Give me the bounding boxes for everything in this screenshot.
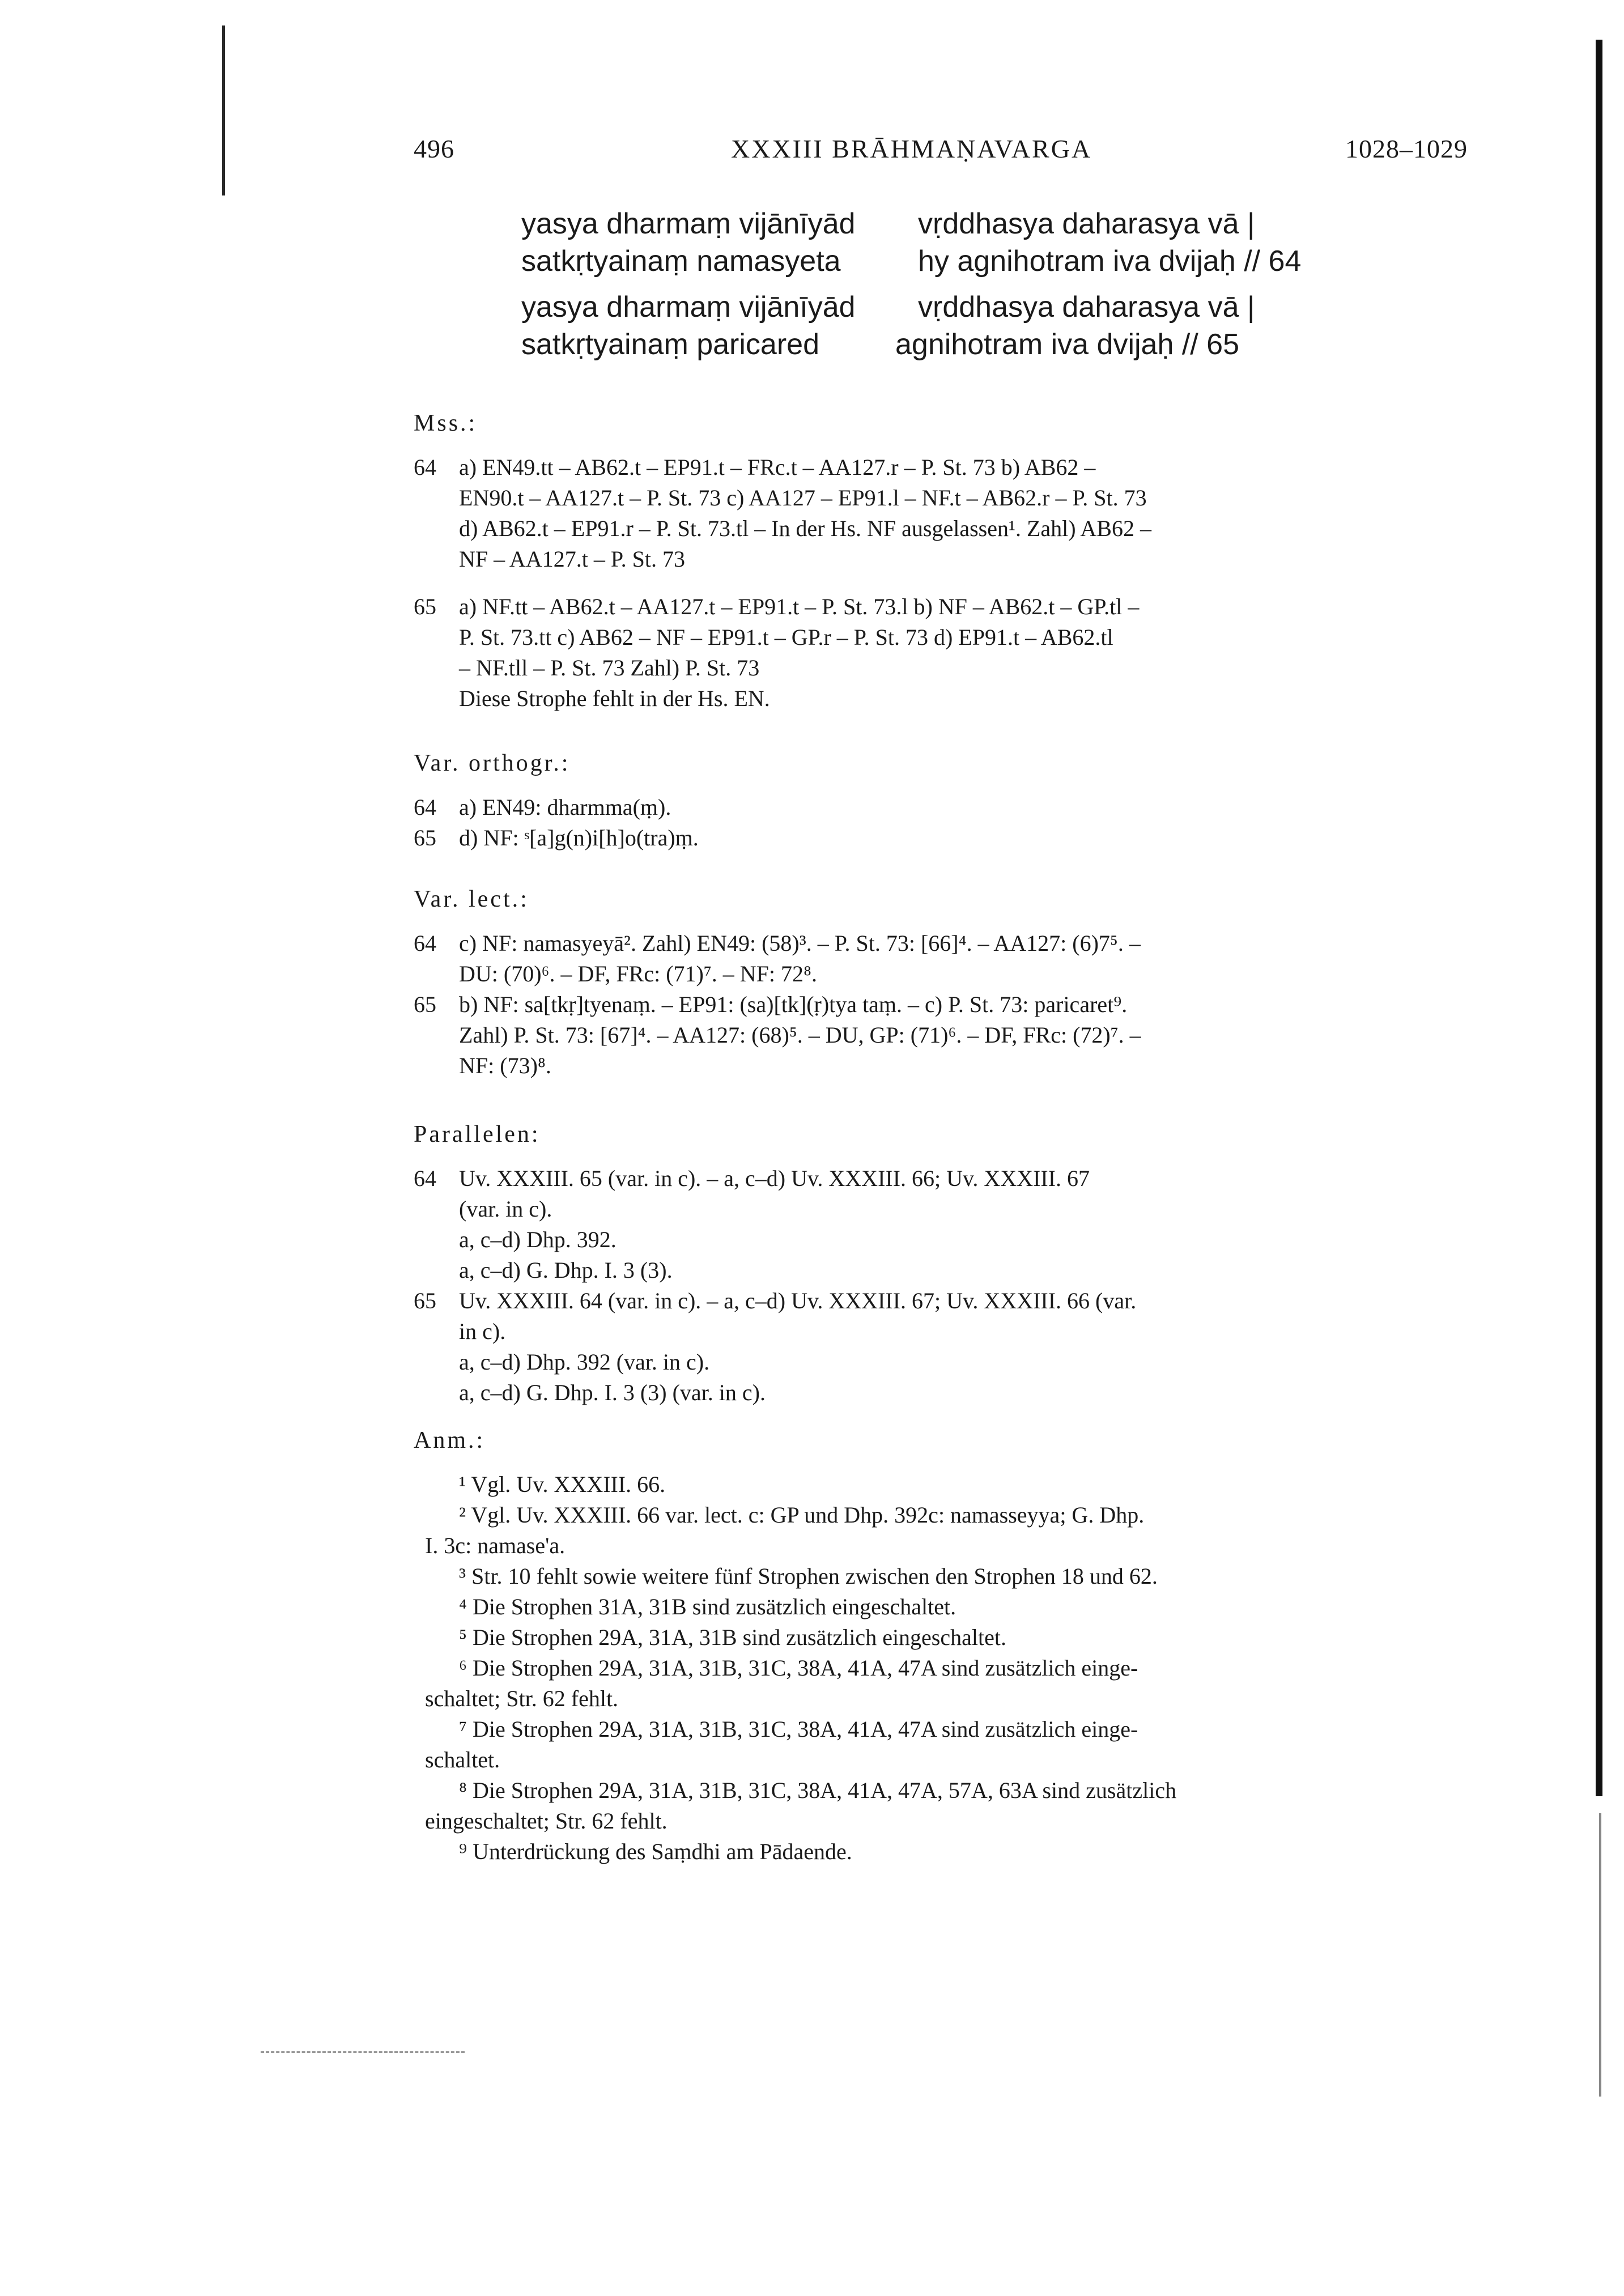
entry-number: 64: [414, 794, 436, 820]
running-head: [414, 134, 1468, 173]
footnote-8: ⁸ Die Strophen 29A, 31A, 31B, 31C, 38A, 41A, 47A, 57A, 63A sind zusätzlich: [459, 1778, 1177, 1803]
entry-line: a) NF.tt – AB62.t – AA127.t – EP91.t – P. St. 73.l b) NF – AB62.t – GP.tl –: [459, 594, 1140, 619]
entry-number: 64: [414, 1166, 436, 1191]
entry-number: 65: [414, 825, 436, 851]
verse-line: [521, 244, 1485, 282]
entry-line: c) NF: namasyeyā². Zahl) EN49: (58)³. – P. St. 73: [66]⁴. – AA127: (6)7⁵. –: [459, 930, 1141, 956]
footnote-3: ³ Str. 10 fehlt sowie weitere fünf Strophen zwischen den Strophen 18 und 62.: [459, 1563, 1158, 1589]
footnote-2-cont: I. 3c: namase'a.: [425, 1533, 566, 1558]
verse-65: [521, 290, 1485, 365]
footnote-4: ⁴ Die Strophen 31A, 31B sind zusätzlich eingeschaltet.: [459, 1594, 956, 1619]
entry-number: 65: [414, 594, 436, 619]
entry-line: Zahl) P. St. 73: [67]⁴. – AA127: (68)⁵. – DU, GP: (71)⁶. – DF, FRc: (72)⁷. –: [459, 1022, 1141, 1048]
section-label: Parallelen:: [414, 1121, 541, 1147]
pada-b: vṛddhasya daharasya vā |: [918, 207, 1255, 240]
entry-subline: a, c–d) G. Dhp. I. 3 (3).: [459, 1257, 673, 1283]
entry-line: b) NF: sa[tkṛ]tyenaṃ. – EP91: (sa)[tk](ṛ)tya taṃ. – c) P. St. 73: paricaret⁹.: [459, 992, 1128, 1017]
lect-entry-65: [414, 989, 1479, 1081]
footnote-7: ⁷ Die Strophen 29A, 31A, 31B, 31C, 38A, 41A, 47A sind zusätzlich einge-: [459, 1716, 1138, 1742]
pada-a: yasya dharmaṃ vijānīyād: [521, 207, 856, 240]
entry-subline: a, c–d) Dhp. 392 (var. in c).: [459, 1349, 710, 1375]
pada-c: satkṛtyainaṃ namasyeta: [521, 245, 841, 278]
lect-entry-64: [414, 928, 1479, 989]
entry-line: DU: (70)⁶. – DF, FRc: (71)⁷. – NF: 72⁸.: [459, 961, 817, 987]
entry-line: Diese Strophe fehlt in der Hs. EN.: [459, 686, 770, 711]
entry-line: (var. in c).: [459, 1196, 552, 1222]
parallel-entry-64: [414, 1163, 1479, 1286]
footnote-5: ⁵ Die Strophen 29A, 31A, 31B sind zusätzlich eingeschaltet.: [459, 1625, 1006, 1650]
mss-section: [414, 408, 1479, 714]
pada-b: vṛddhasya daharasya vā |: [918, 291, 1255, 324]
anm-section: [414, 1425, 1479, 1867]
verse-range: 1028–1029: [1345, 134, 1468, 163]
pada-c: satkṛtyainaṃ paricared: [521, 328, 819, 361]
var-lect-section: [414, 884, 1479, 1081]
entry-line: Uv. XXXIII. 65 (var. in c). – a, c–d) Uv. XXXIII. 66; Uv. XXXIII. 67: [459, 1166, 1090, 1191]
entry-line: NF – AA127.t – P. St. 73: [459, 546, 685, 572]
section-label: Var. orthogr.:: [414, 750, 571, 776]
scan-edge-left: [222, 25, 225, 195]
footnote-9: ⁹ Unterdrückung des Saṃdhi am Pādaende.: [459, 1839, 852, 1864]
verse-64: [521, 207, 1485, 282]
scan-edge-right: [1596, 40, 1602, 1796]
entry-line: – NF.tll – P. St. 73 Zahl) P. St. 73: [459, 655, 760, 681]
entry-line: d) AB62.t – EP91.r – P. St. 73.tl – In der Hs. NF ausgelassen¹. Zahl) AB62 –: [459, 516, 1151, 541]
verse-line: [521, 207, 1485, 244]
entry-number: 65: [414, 992, 436, 1017]
entry-number: 65: [414, 1288, 436, 1313]
entry-line: EN90.t – AA127.t – P. St. 73 c) AA127 – EP91.l – NF.t – AB62.r – P. St. 73: [459, 485, 1147, 511]
section-label: Mss.:: [414, 410, 478, 436]
footnote-6: ⁶ Die Strophen 29A, 31A, 31B, 31C, 38A, 41A, 47A sind zusätzlich einge-: [459, 1655, 1138, 1681]
verse-line: [521, 290, 1485, 328]
pada-a: yasya dharmaṃ vijānīyād: [521, 291, 856, 324]
parallel-entry-65: [414, 1286, 1479, 1408]
entry-line: a) EN49: dharmma(ṃ).: [459, 794, 671, 820]
verse-line: [521, 328, 1485, 365]
entry-line: a) EN49.tt – AB62.t – EP91.t – FRc.t – AA127.r – P. St. 73 b) AB62 –: [459, 454, 1096, 480]
scan-artifact: [261, 2051, 465, 2053]
footnote-6-cont: schaltet; Str. 62 fehlt.: [425, 1686, 619, 1711]
parallelen-section: [414, 1119, 1479, 1408]
pada-d: hy agnihotram iva dvijaḥ // 64: [918, 245, 1302, 278]
entry-line: Uv. XXXIII. 64 (var. in c). – a, c–d) Uv. XXXIII. 67; Uv. XXXIII. 66 (var.: [459, 1288, 1137, 1313]
entry-subline: a, c–d) Dhp. 392.: [459, 1227, 617, 1252]
footnote-8-cont: eingeschaltet; Str. 62 fehlt.: [425, 1808, 668, 1834]
entry-line: d) NF: ˢ[a]g(n)i[h]o(tra)ṃ.: [459, 825, 699, 851]
pada-d: agnihotram iva dvijaḥ // 65: [895, 328, 1240, 361]
orthogr-entry-64: [414, 792, 1479, 823]
scan-edge-right-lower: [1599, 1813, 1601, 2097]
entry-number: 64: [414, 454, 436, 480]
footnote-1: ¹ Vgl. Uv. XXXIII. 66.: [459, 1472, 666, 1497]
entry-number: 64: [414, 930, 436, 956]
entry-line: NF: (73)⁸.: [459, 1053, 551, 1078]
chapter-title: XXXIII BRĀHMAṆAVARGA: [731, 134, 1092, 163]
page-number: 496: [414, 134, 454, 163]
section-label: Var. lect.:: [414, 886, 529, 912]
mss-entry-64: [414, 452, 1479, 575]
entry-subline: a, c–d) G. Dhp. I. 3 (3) (var. in c).: [459, 1380, 766, 1405]
entry-line: P. St. 73.tt c) AB62 – NF – EP91.t – GP.r – P. St. 73 d) EP91.t – AB62.tl: [459, 624, 1113, 650]
entry-line: in c).: [459, 1319, 506, 1344]
footnote-7-cont: schaltet.: [425, 1747, 500, 1772]
orthogr-entry-65: [414, 823, 1479, 853]
footnote-2: ² Vgl. Uv. XXXIII. 66 var. lect. c: GP und Dhp. 392c: namasseyya; G. Dhp.: [459, 1502, 1145, 1528]
var-orthogr-section: [414, 748, 1479, 853]
mss-entry-65: [414, 592, 1479, 714]
section-label: Anm.:: [414, 1427, 486, 1453]
